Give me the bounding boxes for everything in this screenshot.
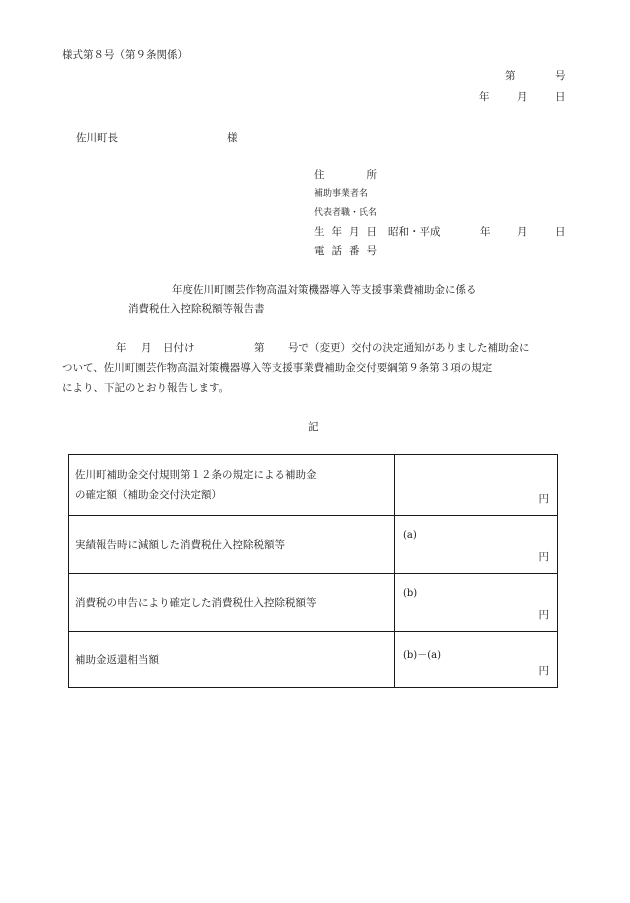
- body-line-2: ついて、佐川町園芸作物高温対策機器導入等支援事業費補助金交付要綱第９条第３項の規定: [62, 362, 493, 374]
- report-table: [68, 454, 558, 688]
- doc-date-year: 年: [479, 91, 490, 103]
- addressee-honorific: 様: [227, 132, 238, 144]
- birthdate-era: 昭和・平成: [388, 226, 441, 238]
- amount-cell: [395, 516, 558, 574]
- table-row: [69, 632, 558, 688]
- body-intro-day: 日付け: [163, 342, 195, 354]
- body-line-3: により、下記のとおり報告します。: [62, 382, 230, 394]
- row-label: 実績報告時に減額した消費税仕入控除税額等: [69, 516, 395, 574]
- address-label: 住 所: [314, 169, 377, 181]
- amount-note: (b): [403, 588, 418, 599]
- row-label: 佐川町補助金交付規則第１２条の規定による補助金 の確定額（補助金交付決定額）: [69, 455, 395, 516]
- table-row: [69, 574, 558, 632]
- table-row: [69, 516, 558, 574]
- title-line-1: 年度佐川町園芸作物高温対策機器導入等支援事業費補助金に係る: [172, 284, 477, 296]
- yen-unit: 円: [538, 493, 549, 505]
- body-intro-year: 年: [116, 342, 127, 354]
- yen-unit: 円: [538, 665, 549, 677]
- amount-cell: [395, 574, 558, 632]
- birthdate-label: 生 年 月 日: [314, 226, 377, 238]
- body-intro-month: 月: [141, 342, 152, 354]
- birthdate-month: 月: [517, 226, 528, 238]
- amount-cell: [395, 632, 558, 688]
- representative-label: 代表者職・氏名: [314, 208, 378, 218]
- doc-number-suffix: 号: [555, 70, 566, 82]
- amount-cell: [395, 455, 558, 516]
- business-name-label: 補助事業者名: [314, 189, 369, 199]
- body-intro-dai: 第: [254, 342, 265, 354]
- row-label: 消費税の申告により確定した消費税仕入控除税額等: [69, 574, 395, 632]
- doc-date-month: 月: [517, 91, 528, 103]
- ki-heading: 記: [308, 421, 319, 433]
- yen-unit: 円: [538, 551, 549, 563]
- birthdate-day: 日: [555, 226, 566, 238]
- amount-note: (b)－(a): [403, 650, 441, 661]
- row-label: 補助金返還相当額: [69, 632, 395, 688]
- body-intro-rest: 号で（変更）交付の決定通知がありました補助金に: [288, 342, 530, 354]
- doc-date-day: 日: [555, 91, 566, 103]
- title-line-2: 消費税仕入控除税額等報告書: [128, 303, 265, 315]
- phone-label: 電 話 番 号: [314, 245, 377, 257]
- birthdate-year: 年: [480, 226, 491, 238]
- form-number: 様式第８号（第９条関係）: [62, 49, 188, 61]
- yen-unit: 円: [538, 609, 549, 621]
- table-row: [69, 455, 558, 516]
- addressee-name: 佐川町長: [76, 132, 118, 144]
- amount-note: (a): [403, 530, 417, 541]
- doc-number-prefix: 第: [505, 70, 516, 82]
